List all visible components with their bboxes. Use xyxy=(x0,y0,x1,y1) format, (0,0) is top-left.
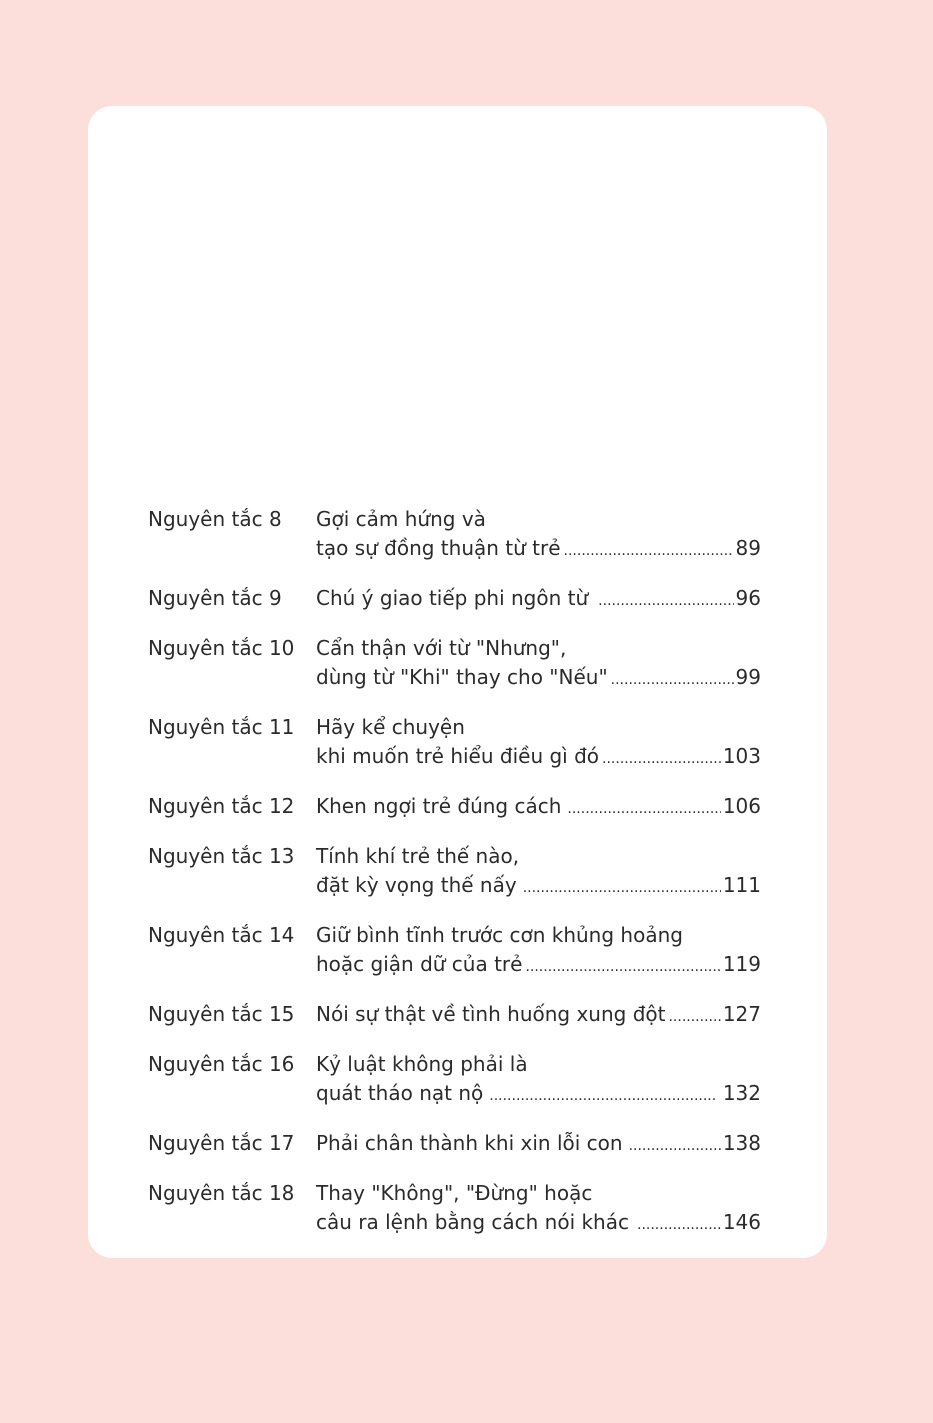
toc-title-line: Thay "Không", "Đừng" hoặc xyxy=(316,1181,593,1205)
toc-title-last-line: đặt kỳ vọng thế nấy xyxy=(316,873,517,897)
toc-entry-label: Nguyên tắc 18 xyxy=(148,1181,295,1205)
dot-leader xyxy=(567,795,720,824)
toc-page-number: 119 xyxy=(722,952,761,976)
toc-entry-label: Nguyên tắc 8 xyxy=(148,507,282,531)
toc-entry-title xyxy=(316,921,761,982)
toc-title-line: Cẩn thận với từ "Nhưng", xyxy=(316,636,567,660)
toc-entry-title xyxy=(316,1179,761,1240)
toc-title-last-line: dùng từ "Khi" thay cho "Nếu" xyxy=(316,665,608,689)
toc-page-number: 99 xyxy=(735,665,761,689)
dot-leader xyxy=(489,1082,715,1111)
toc-entry[interactable] xyxy=(148,634,761,695)
toc-entry-label: Nguyên tắc 12 xyxy=(148,794,295,818)
toc-title-line: Kỷ luật không phải là xyxy=(316,1052,528,1076)
toc-page-number: 146 xyxy=(722,1210,761,1234)
toc-entry-title xyxy=(316,634,761,695)
toc-page-number: 103 xyxy=(722,744,761,768)
toc-title-last-line: tạo sự đồng thuận từ trẻ xyxy=(316,536,561,560)
toc-title-last-line: Nói sự thật về tình huống xung đột xyxy=(316,1002,666,1026)
toc-title-last-line: Khen ngợi trẻ đúng cách xyxy=(316,794,562,818)
toc-entry-label: Nguyên tắc 13 xyxy=(148,844,295,868)
dot-leader xyxy=(602,745,721,774)
dot-leader xyxy=(611,666,734,695)
dot-leader xyxy=(564,537,734,566)
toc-title-line: Giữ bình tĩnh trước cơn khủng hoảng xyxy=(316,923,683,947)
dot-leader xyxy=(523,874,721,903)
toc-entry[interactable] xyxy=(148,792,761,824)
toc-entry[interactable] xyxy=(148,1179,761,1240)
toc-entry-title xyxy=(316,842,761,903)
toc-title-last-line: câu ra lệnh bằng cách nói khác xyxy=(316,1210,629,1234)
toc-title-last-line: khi muốn trẻ hiểu điều gì đó xyxy=(316,744,600,768)
toc-entry[interactable] xyxy=(148,713,761,774)
toc-title-line: Tính khí trẻ thế nào, xyxy=(316,844,520,868)
toc-entry-label: Nguyên tắc 14 xyxy=(148,923,295,947)
toc-entry-label: Nguyên tắc 11 xyxy=(148,715,295,739)
toc-entry-title xyxy=(316,713,761,774)
toc-page-number: 138 xyxy=(722,1131,761,1155)
toc-entry-title xyxy=(316,792,761,824)
toc-entry-title xyxy=(316,1129,761,1161)
dot-leader xyxy=(525,953,720,982)
toc-entry-label: Nguyên tắc 9 xyxy=(148,586,282,610)
toc-entry-label: Nguyên tắc 17 xyxy=(148,1131,295,1155)
toc-entry[interactable] xyxy=(148,505,761,566)
toc-entry[interactable] xyxy=(148,842,761,903)
toc-page-number: 96 xyxy=(735,586,761,610)
toc-entry-title xyxy=(316,505,761,566)
toc-entry[interactable] xyxy=(148,1129,761,1161)
toc-entry[interactable] xyxy=(148,1000,761,1032)
toc-entry-title xyxy=(316,1050,761,1111)
toc-title-last-line: Chú ý giao tiếp phi ngôn từ xyxy=(316,586,589,610)
dot-leader xyxy=(629,1132,721,1161)
toc-entry-title xyxy=(316,584,761,616)
toc-page-number: 132 xyxy=(722,1081,761,1105)
toc-title-last-line: Phải chân thành khi xin lỗi con xyxy=(316,1131,623,1155)
dot-leader xyxy=(668,1003,720,1032)
toc-page-number: 106 xyxy=(722,794,761,818)
toc-page-number: 111 xyxy=(722,873,761,897)
toc-entry-title xyxy=(316,1000,761,1032)
dot-leader xyxy=(598,587,733,616)
toc-page-number: 89 xyxy=(735,536,761,560)
toc-entry[interactable] xyxy=(148,584,761,616)
toc-entry-label: Nguyên tắc 10 xyxy=(148,636,295,660)
toc-entry-label: Nguyên tắc 15 xyxy=(148,1002,295,1026)
toc-entry[interactable] xyxy=(148,1050,761,1111)
toc-title-line: Hãy kể chuyện xyxy=(316,715,465,739)
toc-page-number: 127 xyxy=(722,1002,761,1026)
toc-entry[interactable] xyxy=(148,921,761,982)
toc-title-last-line: quát tháo nạt nộ xyxy=(316,1081,484,1105)
dot-leader xyxy=(637,1211,721,1240)
toc-entry-label: Nguyên tắc 16 xyxy=(148,1052,295,1076)
toc-title-last-line: hoặc giận dữ của trẻ xyxy=(316,952,523,976)
toc-title-line: Gợi cảm hứng và xyxy=(316,507,486,531)
table-of-contents xyxy=(148,505,761,1258)
